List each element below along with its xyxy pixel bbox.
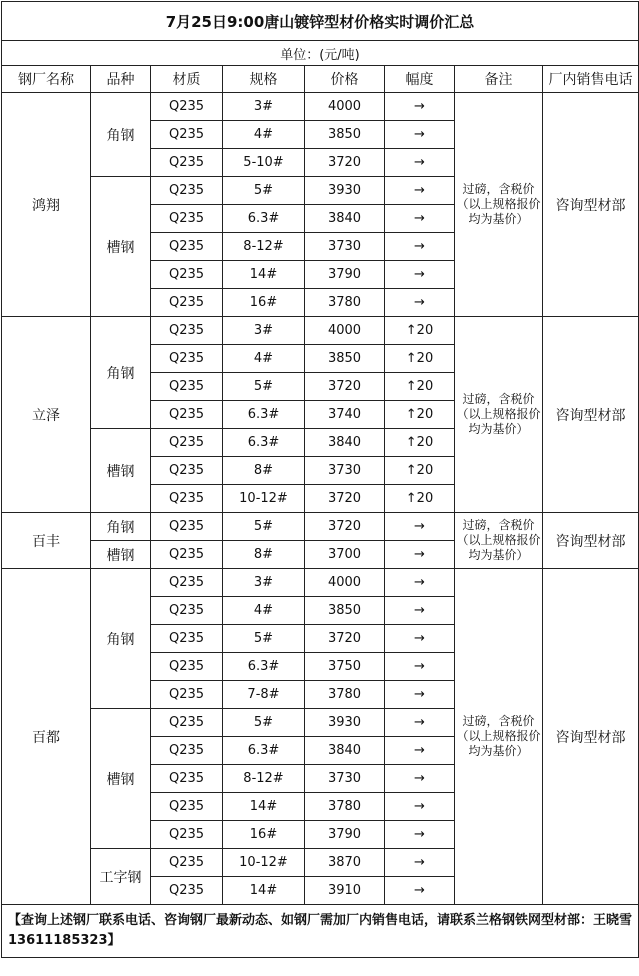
change-cell: ↑20 xyxy=(385,457,455,485)
spec-cell: 5# xyxy=(223,709,305,737)
spec-cell: 5-10# xyxy=(223,149,305,177)
note-cell: 过磅，含税价（以上规格报价均为基价） xyxy=(455,513,543,569)
material-cell: Q235 xyxy=(151,849,223,877)
note-cell: 过磅，含税价（以上规格报价均为基价） xyxy=(455,317,543,513)
table-row xyxy=(2,317,639,345)
factory-name: 立泽 xyxy=(2,317,91,513)
price-cell: 3840 xyxy=(305,429,385,457)
change-cell: → xyxy=(385,149,455,177)
spec-cell: 6.3# xyxy=(223,737,305,765)
spec-cell: 16# xyxy=(223,289,305,317)
material-cell: Q235 xyxy=(151,681,223,709)
note-cell: 过磅，含税价（以上规格报价均为基价） xyxy=(455,569,543,905)
change-cell: → xyxy=(385,597,455,625)
spec-cell: 5# xyxy=(223,513,305,541)
sales-phone-cell: 咨询型材部 xyxy=(543,93,639,317)
price-cell: 3790 xyxy=(305,261,385,289)
variety-cell: 角钢 xyxy=(91,569,151,709)
material-cell: Q235 xyxy=(151,401,223,429)
spec-cell: 4# xyxy=(223,121,305,149)
spec-cell: 10-12# xyxy=(223,849,305,877)
material-cell: Q235 xyxy=(151,457,223,485)
change-cell: → xyxy=(385,513,455,541)
price-cell: 3730 xyxy=(305,765,385,793)
change-cell: → xyxy=(385,177,455,205)
spec-cell: 6.3# xyxy=(223,401,305,429)
spec-cell: 5# xyxy=(223,625,305,653)
change-cell: → xyxy=(385,233,455,261)
change-cell: → xyxy=(385,205,455,233)
material-cell: Q235 xyxy=(151,877,223,905)
price-cell: 3720 xyxy=(305,373,385,401)
spec-cell: 3# xyxy=(223,93,305,121)
price-cell: 4000 xyxy=(305,317,385,345)
price-cell: 3780 xyxy=(305,289,385,317)
material-cell: Q235 xyxy=(151,737,223,765)
material-cell: Q235 xyxy=(151,485,223,513)
price-cell: 3930 xyxy=(305,709,385,737)
price-cell: 3870 xyxy=(305,849,385,877)
material-cell: Q235 xyxy=(151,205,223,233)
material-cell: Q235 xyxy=(151,233,223,261)
spec-cell: 7-8# xyxy=(223,681,305,709)
sales-phone-cell: 咨询型材部 xyxy=(543,569,639,905)
header-note: 备注 xyxy=(455,66,543,93)
change-cell: → xyxy=(385,765,455,793)
material-cell: Q235 xyxy=(151,793,223,821)
factory-name: 百都 xyxy=(2,569,91,905)
material-cell: Q235 xyxy=(151,765,223,793)
change-cell: → xyxy=(385,261,455,289)
variety-cell: 槽钢 xyxy=(91,177,151,317)
material-cell: Q235 xyxy=(151,569,223,597)
change-cell: ↑20 xyxy=(385,485,455,513)
header-variety: 品种 xyxy=(91,66,151,93)
spec-cell: 6.3# xyxy=(223,653,305,681)
material-cell: Q235 xyxy=(151,709,223,737)
change-cell: → xyxy=(385,821,455,849)
sales-phone-cell: 咨询型材部 xyxy=(543,317,639,513)
variety-cell: 槽钢 xyxy=(91,429,151,513)
price-cell: 3750 xyxy=(305,653,385,681)
price-cell: 3740 xyxy=(305,401,385,429)
header-material: 材质 xyxy=(151,66,223,93)
material-cell: Q235 xyxy=(151,289,223,317)
price-cell: 3850 xyxy=(305,345,385,373)
variety-cell: 工字钢 xyxy=(91,849,151,905)
spec-cell: 14# xyxy=(223,877,305,905)
change-cell: → xyxy=(385,541,455,569)
spec-cell: 10-12# xyxy=(223,485,305,513)
material-cell: Q235 xyxy=(151,513,223,541)
price-cell: 3730 xyxy=(305,233,385,261)
change-cell: → xyxy=(385,681,455,709)
price-cell: 3780 xyxy=(305,681,385,709)
footer-contact: 【查询上述钢厂联系电话、咨询钢厂最新动态、如钢厂需加厂内销售电话，请联系兰格钢铁网型材部：王晓雪13611185323】 xyxy=(2,905,639,958)
price-cell: 3720 xyxy=(305,513,385,541)
factory-name: 鸿翔 xyxy=(2,93,91,317)
unit-label: 单位：(元/吨) xyxy=(2,41,639,66)
change-cell: → xyxy=(385,793,455,821)
sales-phone-cell: 咨询型材部 xyxy=(543,513,639,569)
spec-cell: 6.3# xyxy=(223,429,305,457)
header-row xyxy=(2,66,639,93)
spec-cell: 3# xyxy=(223,569,305,597)
price-cell: 4000 xyxy=(305,93,385,121)
change-cell: → xyxy=(385,625,455,653)
change-cell: ↑20 xyxy=(385,317,455,345)
header-sales-phone: 厂内销售电话 xyxy=(543,66,639,93)
change-cell: → xyxy=(385,93,455,121)
price-cell: 3720 xyxy=(305,149,385,177)
change-cell: → xyxy=(385,653,455,681)
price-cell: 3910 xyxy=(305,877,385,905)
header-factory: 钢厂名称 xyxy=(2,66,91,93)
spec-cell: 4# xyxy=(223,597,305,625)
header-price: 价格 xyxy=(305,66,385,93)
variety-cell: 槽钢 xyxy=(91,541,151,569)
change-cell: ↑20 xyxy=(385,401,455,429)
change-cell: ↑20 xyxy=(385,345,455,373)
material-cell: Q235 xyxy=(151,653,223,681)
change-cell: → xyxy=(385,569,455,597)
change-cell: → xyxy=(385,849,455,877)
price-cell: 3850 xyxy=(305,597,385,625)
price-cell: 3720 xyxy=(305,625,385,653)
material-cell: Q235 xyxy=(151,541,223,569)
spec-cell: 14# xyxy=(223,261,305,289)
change-cell: → xyxy=(385,121,455,149)
variety-cell: 角钢 xyxy=(91,317,151,429)
price-cell: 3700 xyxy=(305,541,385,569)
spec-cell: 8# xyxy=(223,457,305,485)
change-cell: → xyxy=(385,709,455,737)
spec-cell: 8# xyxy=(223,541,305,569)
price-cell: 3930 xyxy=(305,177,385,205)
material-cell: Q235 xyxy=(151,317,223,345)
material-cell: Q235 xyxy=(151,429,223,457)
spec-cell: 3# xyxy=(223,317,305,345)
variety-cell: 角钢 xyxy=(91,513,151,541)
spec-cell: 4# xyxy=(223,345,305,373)
change-cell: → xyxy=(385,737,455,765)
spec-cell: 14# xyxy=(223,793,305,821)
price-cell: 4000 xyxy=(305,569,385,597)
material-cell: Q235 xyxy=(151,177,223,205)
spec-cell: 6.3# xyxy=(223,205,305,233)
factory-name: 百丰 xyxy=(2,513,91,569)
note-cell: 过磅，含税价（以上规格报价均为基价） xyxy=(455,93,543,317)
material-cell: Q235 xyxy=(151,93,223,121)
price-cell: 3840 xyxy=(305,205,385,233)
material-cell: Q235 xyxy=(151,821,223,849)
material-cell: Q235 xyxy=(151,625,223,653)
price-table xyxy=(1,1,639,958)
variety-cell: 槽钢 xyxy=(91,709,151,849)
table-row xyxy=(2,513,639,541)
spec-cell: 5# xyxy=(223,177,305,205)
page-title: 7月25日9:00唐山镀锌型材价格实时调价汇总 xyxy=(2,2,639,41)
material-cell: Q235 xyxy=(151,597,223,625)
change-cell: → xyxy=(385,289,455,317)
spec-cell: 8-12# xyxy=(223,233,305,261)
price-cell: 3780 xyxy=(305,793,385,821)
spec-cell: 8-12# xyxy=(223,765,305,793)
material-cell: Q235 xyxy=(151,373,223,401)
price-cell: 3720 xyxy=(305,485,385,513)
price-cell: 3850 xyxy=(305,121,385,149)
change-cell: → xyxy=(385,877,455,905)
material-cell: Q235 xyxy=(151,345,223,373)
material-cell: Q235 xyxy=(151,261,223,289)
price-cell: 3840 xyxy=(305,737,385,765)
change-cell: ↑20 xyxy=(385,373,455,401)
change-cell: ↑20 xyxy=(385,429,455,457)
material-cell: Q235 xyxy=(151,149,223,177)
header-spec: 规格 xyxy=(223,66,305,93)
price-cell: 3730 xyxy=(305,457,385,485)
spec-cell: 5# xyxy=(223,373,305,401)
variety-cell: 角钢 xyxy=(91,93,151,177)
material-cell: Q235 xyxy=(151,121,223,149)
table-row xyxy=(2,93,639,121)
table-row xyxy=(2,569,639,597)
spec-cell: 16# xyxy=(223,821,305,849)
price-cell: 3790 xyxy=(305,821,385,849)
header-change: 幅度 xyxy=(385,66,455,93)
